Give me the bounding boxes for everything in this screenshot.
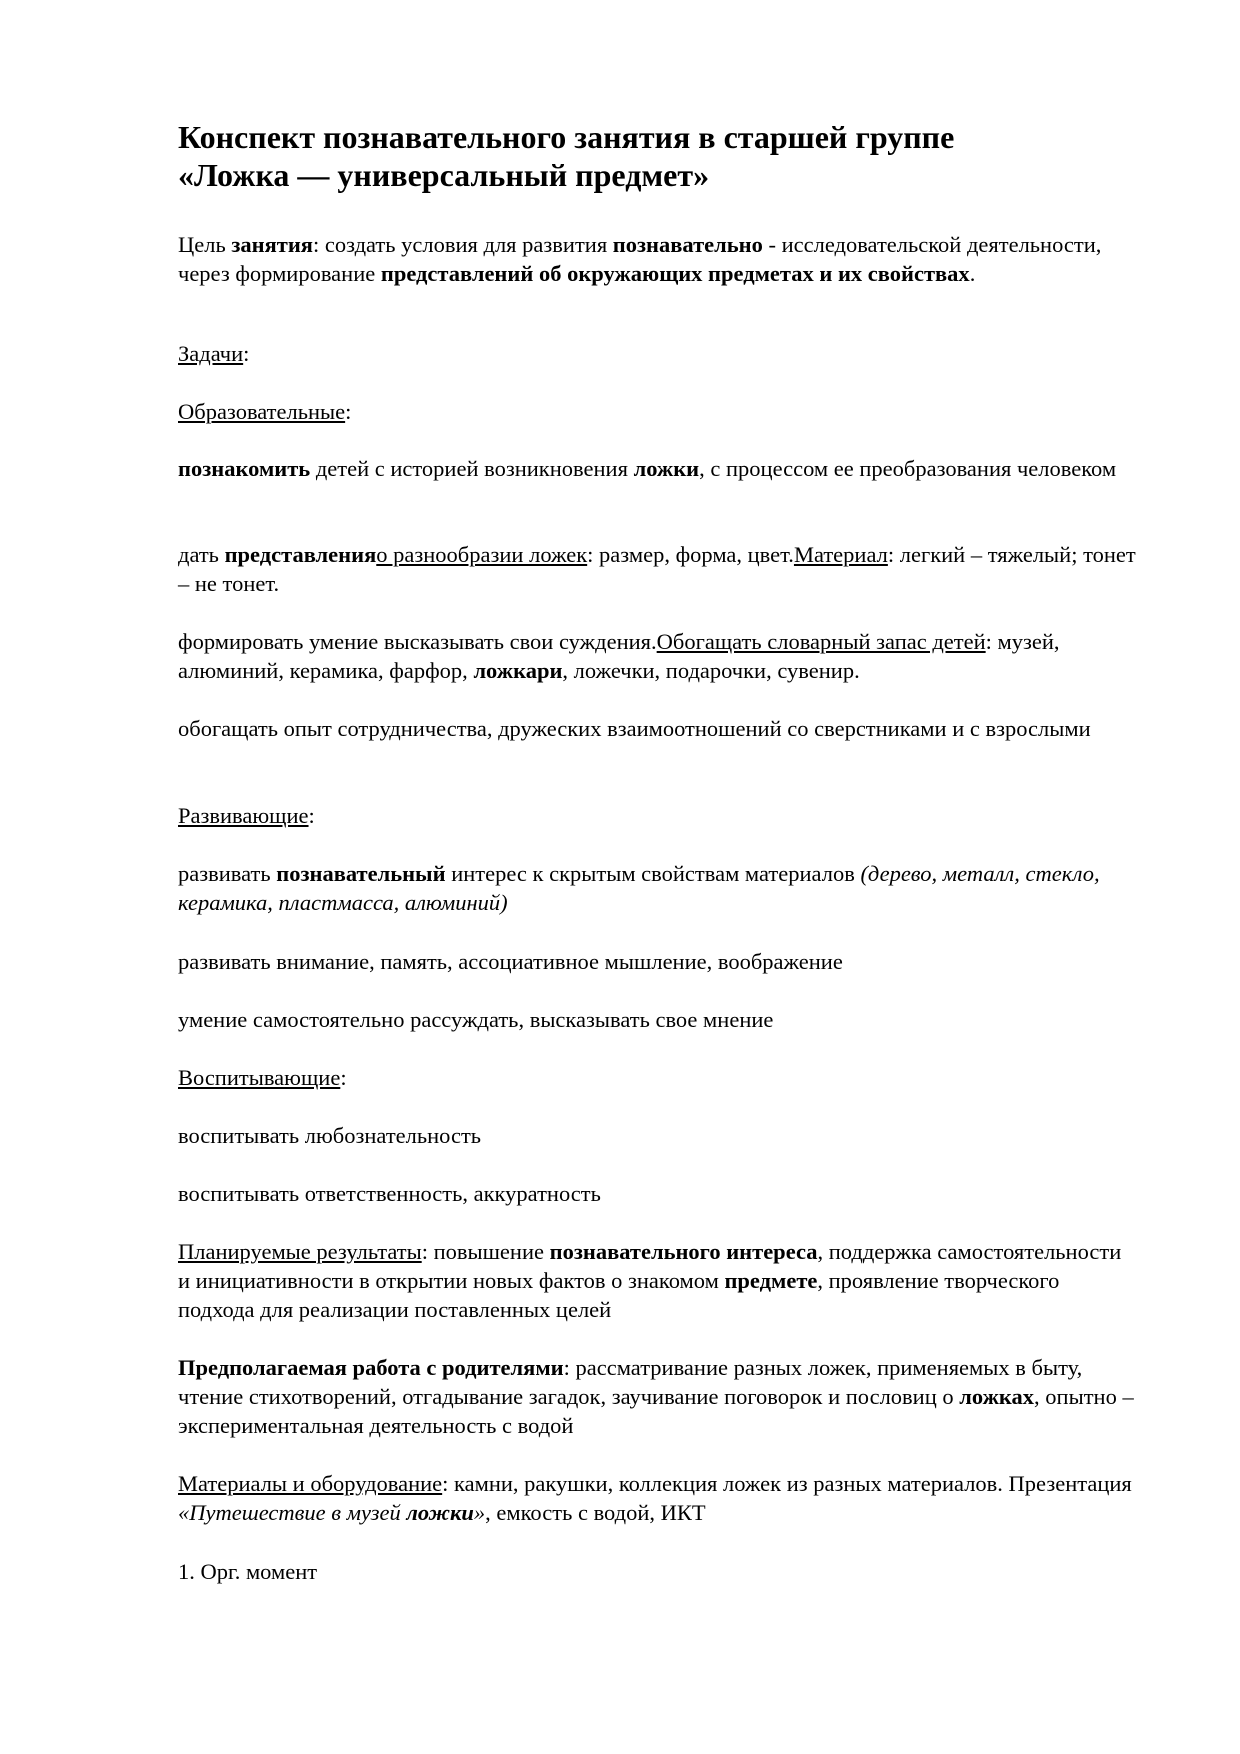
upbringing-item-1: воспитывать любознательность	[178, 1123, 482, 1148]
step-1: 1. Орг. момент	[178, 1559, 318, 1584]
results-paragraph: Планируемые результаты: повышение познавательного интереса, поддержка самостоятельности и инициативности в открытии новых фактов о знакомом предмете, проявление творческого подхода для реализации поставленных целей	[178, 1239, 1122, 1322]
educational-item-2: дать представленияо разнообразии ложек: размер, форма, цвет.Материал: легкий – тяжелый; тонет – не тонет.	[178, 542, 1136, 596]
developing-item-1: развивать познавательный интерес к скрытым свойствам материалов (дерево, металл, стекло, керамика, пластмасса, алюминий)	[178, 861, 1100, 915]
goal-paragraph: Цель занятия: создать условия для развития познавательно - исследовательской деятельности, через формирование представлений об окружающих предметах и их свойствах.	[178, 232, 1102, 286]
educational-item-4: обогащать опыт сотрудничества, дружеских взаимоотношений со сверстниками и с взрослыми	[178, 716, 1091, 741]
tasks-heading: Задачи:	[178, 341, 250, 366]
materials-paragraph: Материалы и оборудование: камни, ракушки, коллекция ложек из разных материалов. Презентация «Путешествие в музей ложки», емкость с водой, ИКТ	[178, 1471, 1132, 1525]
developing-item-2: развивать внимание, память, ассоциативное мышление, воображение	[178, 949, 843, 974]
educational-item-3: формировать умение высказывать свои суждения.Обогащать словарный запас детей: музей, алюминий, керамика, фарфор, ложкари, ложечки, подарочки, сувенир.	[178, 629, 1060, 683]
title-line-2: «Ложка — универсальный предмет»	[178, 157, 710, 193]
educational-item-1: познакомить детей с историей возникновения ложки, с процессом ее преобразования человеком	[178, 456, 1117, 481]
upbringing-item-2: воспитывать ответственность, аккуратность	[178, 1181, 601, 1206]
developing-item-3: умение самостоятельно рассуждать, высказывать свое мнение	[178, 1007, 774, 1032]
document-page	[178, 118, 1138, 1584]
document-title	[178, 118, 1138, 194]
title-line-1: Конспект познавательного занятия в старшей группе	[178, 119, 955, 155]
parents-paragraph: Предполагаемая работа с родителями: рассматривание разных ложек, применяемых в быту, чтение стихотворений, отгадывание загадок, заучивание поговорок и пословиц о ложках, опытно – экспериментальная деятельность с водой	[178, 1355, 1134, 1438]
educational-heading: Образовательные:	[178, 399, 352, 424]
upbringing-heading: Воспитывающие:	[178, 1065, 347, 1090]
developing-heading: Развивающие:	[178, 803, 315, 828]
